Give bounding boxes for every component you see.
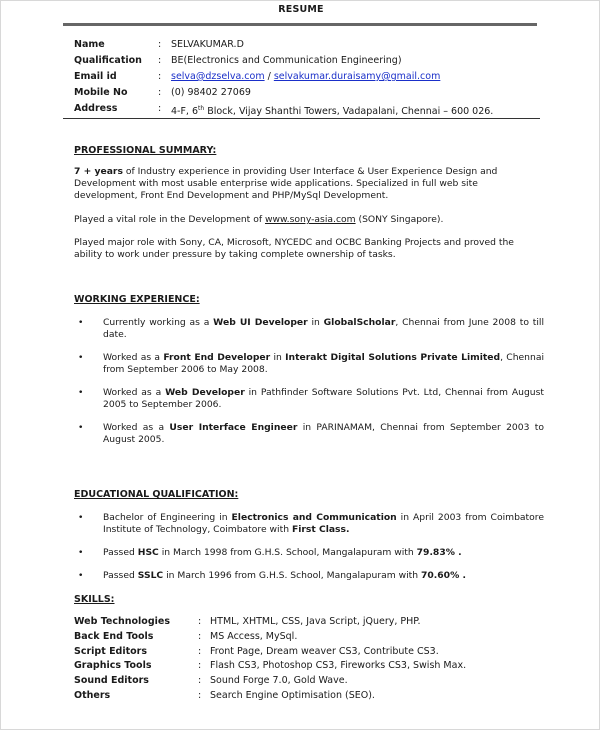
info-value-email: [171, 69, 440, 85]
skill-value: Front Page, Dream weaver CS3, Contribute CS3.: [210, 645, 439, 657]
skill-label: Script Editors: [74, 645, 148, 657]
top-divider: [63, 23, 537, 26]
info-value-qualification: BE(Electronics and Communication Engineering): [171, 55, 402, 66]
colon: :: [198, 630, 202, 642]
info-label: Email id: [74, 71, 117, 82]
info-label: Qualification: [74, 55, 142, 66]
colon: :: [158, 71, 162, 82]
skill-value: Search Engine Optimisation (SEO).: [210, 689, 375, 701]
education-item: • Passed HSC in March 1998 from G.H.S. School, Mangalapuram with 79.83% .: [78, 547, 462, 558]
colon: :: [198, 675, 202, 687]
skill-label: Sound Editors: [74, 675, 149, 687]
sony-link[interactable]: www.sony-asia.com: [264, 214, 356, 225]
document-title: RESUME: [278, 4, 324, 15]
bullet-icon: •: [78, 387, 84, 398]
experience-item: • Currently working as a Web UI Developer in GlobalScholar, Chennai from June 2008 to till date.: [78, 317, 545, 340]
skill-label: Graphics Tools: [74, 660, 152, 672]
colon: :: [158, 55, 162, 66]
summary-paragraph: [74, 166, 544, 202]
experience-list: [74, 317, 544, 457]
address-part: 4-F, 6: [171, 106, 199, 118]
skill-value: Sound Forge 7.0, Gold Wave.: [210, 675, 348, 687]
section-heading-experience: WORKING EXPERIENCE:: [74, 294, 200, 305]
summary-text: of Industry experience in providing User Interface & User Experience Design and Development with most usable enterprise wide applications. Specialized in full web site development, Front End Development and PHP/MySql Development.: [74, 166, 498, 201]
section-heading-education: EDUCATIONAL QUALIFICATION:: [74, 489, 239, 500]
info-label: Mobile No: [74, 87, 128, 98]
colon: :: [158, 87, 162, 98]
info-value-name: SELVAKUMAR.D: [171, 39, 244, 50]
email-link-secondary[interactable]: selvakumar.duraisamy@gmail.com: [273, 71, 441, 82]
summary-text: (SONY Singapore).: [355, 214, 444, 225]
education-item: • Bachelor of Engineering in Electronics and Communication in April 2003 from Coimbatore Institute of Technology, Coimbatore with First Class.: [78, 512, 544, 535]
education-item: • Passed SSLC in March 1996 from G.H.S. School, Mangalapuram with 70.60% .: [78, 570, 466, 581]
bullet-icon: •: [78, 512, 84, 523]
bullet-icon: •: [78, 352, 84, 363]
info-divider: [63, 118, 540, 119]
education-list: [74, 512, 544, 593]
colon: :: [158, 103, 162, 114]
info-label: Name: [74, 39, 105, 50]
summary-paragraph: Played major role with Sony, CA, Microsoft, NYCEDC and OCBC Banking Projects and proved the ability to work under pressure by taking complete ownership of tasks.: [74, 237, 514, 260]
address-superscript: th: [198, 105, 205, 112]
skill-value: MS Access, MySql.: [210, 630, 298, 642]
email-separator: /: [264, 71, 274, 82]
section-heading-summary: PROFESSIONAL SUMMARY:: [74, 145, 217, 156]
bullet-icon: •: [78, 317, 84, 328]
bullet-icon: •: [78, 422, 84, 433]
colon: :: [198, 660, 202, 672]
colon: :: [198, 645, 202, 657]
colon: :: [198, 616, 202, 627]
experience-item: • Worked as a Front End Developer in Interakt Digital Solutions Private Limited, Chennai from September 2006 to May 2008.: [78, 352, 545, 375]
section-heading-skills: SKILLS:: [74, 594, 115, 605]
colon: :: [198, 689, 202, 701]
address-part: Block, Vijay Shanthi Towers, Vadapalani, Chennai – 600 026.: [204, 106, 494, 118]
summary-text: Played a vital role in the Development of: [74, 214, 265, 225]
bullet-icon: •: [78, 547, 84, 558]
info-label: Address: [74, 103, 118, 114]
years-highlight: 7 + years: [74, 166, 123, 177]
bullet-icon: •: [78, 570, 84, 581]
skill-label: Web Technologies: [74, 616, 170, 627]
skill-value: Flash CS3, Photoshop CS3, Fireworks CS3, Swish Max.: [210, 660, 467, 672]
skill-label: Back End Tools: [74, 630, 154, 642]
skill-value: HTML, XHTML, CSS, Java Script, jQuery, PHP.: [210, 616, 421, 627]
colon: :: [158, 39, 162, 50]
skill-label: Others: [74, 689, 111, 701]
info-value-mobile: (0) 98402 27069: [171, 87, 251, 98]
email-link-primary[interactable]: selva@dzselva.com: [171, 71, 265, 82]
summary-paragraph: [74, 214, 544, 226]
experience-item: • Worked as a User Interface Engineer in PARINAMAM, Chennai from September 2003 to August 2005.: [78, 422, 544, 445]
experience-item: • Worked as a Web Developer in Pathfinder Software Solutions Pvt. Ltd, Chennai from August 2005 to September 2006.: [78, 387, 544, 410]
